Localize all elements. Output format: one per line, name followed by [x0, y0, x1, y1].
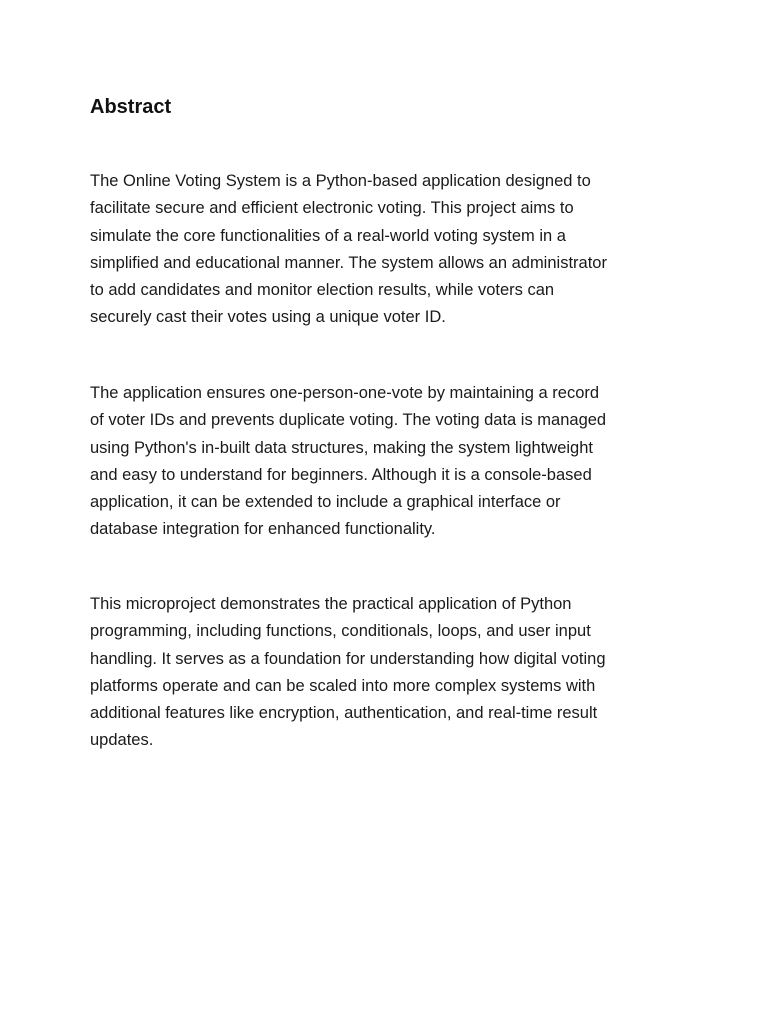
- abstract-paragraph-3: [90, 591, 700, 755]
- abstract-heading: Abstract: [90, 96, 172, 118]
- paragraph-line: additional features like encryption, authentication, and real-time result: [90, 704, 598, 723]
- paragraph-line: to add candidates and monitor election results, while voters can: [90, 281, 555, 300]
- paragraph-line: facilitate secure and efficient electronic voting. This project aims to: [90, 199, 574, 218]
- abstract-paragraph-2: [90, 380, 700, 544]
- abstract-paragraph-1: [90, 168, 700, 332]
- paragraph-line: simplified and educational manner. The system allows an administrator: [90, 253, 607, 272]
- paragraph-line: The application ensures one-person-one-vote by maintaining a record: [90, 384, 600, 402]
- paragraph-line: programming, including functions, conditionals, loops, and user input: [90, 622, 591, 641]
- paragraph-line: using Python's in-built data structures, making the system lightweight: [90, 438, 593, 457]
- paragraph-line: updates.: [90, 731, 154, 750]
- paragraph-line: of voter IDs and prevents duplicate voting. The voting data is managed: [90, 411, 607, 430]
- paragraph-line: The Online Voting System is a Python-based application designed to: [90, 172, 591, 190]
- paragraph-line: application, it can be extended to include a graphical interface or: [90, 493, 561, 512]
- paragraph-line: handling. It serves as a foundation for understanding how digital voting: [90, 649, 606, 668]
- paragraph-line: platforms operate and can be scaled into more complex systems with: [90, 676, 596, 695]
- paragraph-line: simulate the core functionalities of a real-world voting system in a: [90, 226, 566, 245]
- paragraph-line: and easy to understand for beginners. Although it is a console-based: [90, 465, 592, 484]
- paragraph-line: This microproject demonstrates the practical application of Python: [90, 595, 572, 613]
- paragraph-line: database integration for enhanced functionality.: [90, 520, 436, 539]
- paragraph-line: securely cast their votes using a unique voter ID.: [90, 308, 446, 327]
